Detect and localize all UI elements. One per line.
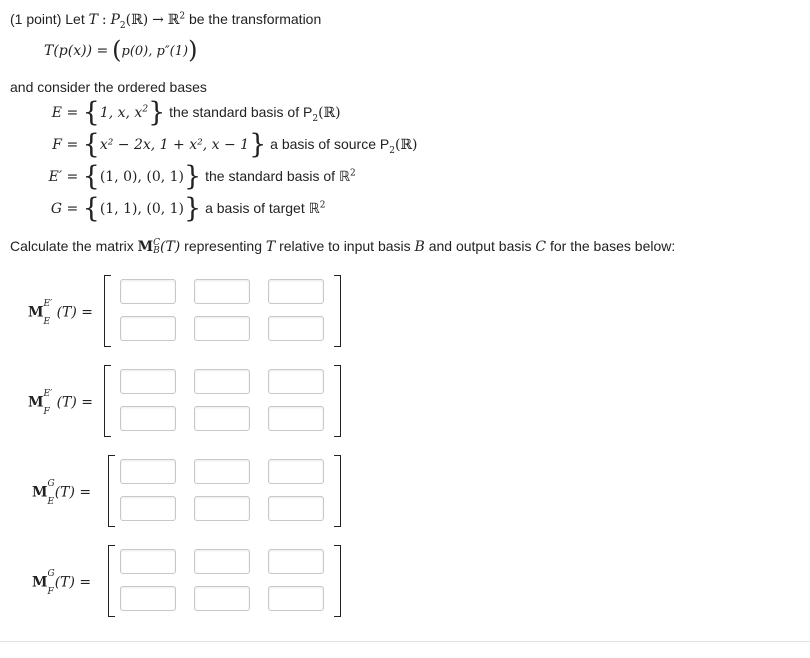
matrix-1-cell-r2c3[interactable] [268, 316, 324, 341]
matrix-2-left-bracket [104, 365, 111, 437]
matrix-2-cell-r1c3[interactable] [268, 369, 324, 394]
transformation-definition: T(p(x)) = (p(0), p″(1)) [44, 36, 198, 64]
matrix-label-g-e: $M^G$ $_E$(T) = [32, 479, 92, 507]
matrix-4-cell-r1c2[interactable] [194, 549, 250, 574]
matrix-1-cell-r1c3[interactable] [268, 279, 324, 304]
matrix-1-right-bracket [334, 275, 341, 347]
matrix-3-cell-r1c3[interactable] [268, 459, 324, 484]
basis-g: G = {(1, 1), (0, 1)} a basis of target ℝ$^2$ [50, 193, 326, 224]
matrix-2-cell-r1c1[interactable] [120, 369, 176, 394]
matrix-1-cell-r2c2[interactable] [194, 316, 250, 341]
matrix-3-left-bracket [108, 455, 115, 527]
matrix-label-e-prime-f: $M^{E'}$ $_F$ (T) = [28, 389, 94, 417]
matrix-label-g-f: $M^G$ $_F$(T) = [32, 569, 92, 597]
basis-e: E = {1, x, $x^2$} the standard basis of $P_2(ℝ)$ [51, 97, 341, 128]
matrix-4-cell-r2c3[interactable] [268, 586, 324, 611]
matrix-3-cell-r1c1[interactable] [120, 459, 176, 484]
matrix-3-right-bracket [334, 455, 341, 527]
matrix-4-cell-r1c1[interactable] [120, 549, 176, 574]
matrix-4-cell-r1c3[interactable] [268, 549, 324, 574]
matrix-2-cell-r2c2[interactable] [194, 406, 250, 431]
problem-statement: (1 point) Let T : $P_2(ℝ)$ → ℝ$^2$ be the transformation [10, 11, 322, 31]
matrix-2-cell-r1c2[interactable] [194, 369, 250, 394]
matrix-1-left-bracket [104, 275, 111, 347]
matrix-3-cell-r2c1[interactable] [120, 496, 176, 521]
matrix-3-cell-r2c3[interactable] [268, 496, 324, 521]
divider [0, 641, 810, 642]
matrix-1-cell-r2c1[interactable] [120, 316, 176, 341]
consider-text: and consider the ordered bases [10, 79, 207, 95]
basis-e-prime: E′ = {(1, 0), (0, 1)} the standard basis of ℝ$^2$ [48, 161, 356, 192]
matrix-4-left-bracket [108, 545, 115, 617]
matrix-3-cell-r2c2[interactable] [194, 496, 250, 521]
matrix-4-right-bracket [334, 545, 341, 617]
instruction-text: Calculate the matrix MC B(T) representing T relative to input basis B and output basis C for the bases below: [10, 238, 676, 257]
matrix-1-cell-r1c1[interactable] [120, 279, 176, 304]
matrix-2-cell-r2c1[interactable] [120, 406, 176, 431]
matrix-2-right-bracket [334, 365, 341, 437]
matrix-4-cell-r2c1[interactable] [120, 586, 176, 611]
matrix-3-cell-r1c2[interactable] [194, 459, 250, 484]
matrix-2-cell-r2c3[interactable] [268, 406, 324, 431]
matrix-1-cell-r1c2[interactable] [194, 279, 250, 304]
matrix-4-cell-r2c2[interactable] [194, 586, 250, 611]
basis-f: F = {x² − 2x, 1 + x², x − 1} a basis of source $P_2(ℝ)$ [52, 129, 418, 160]
matrix-label-e-prime-e: $M^{E'}$ $_E$ (T) = [28, 299, 94, 327]
points-label: (1 point) [10, 11, 62, 27]
